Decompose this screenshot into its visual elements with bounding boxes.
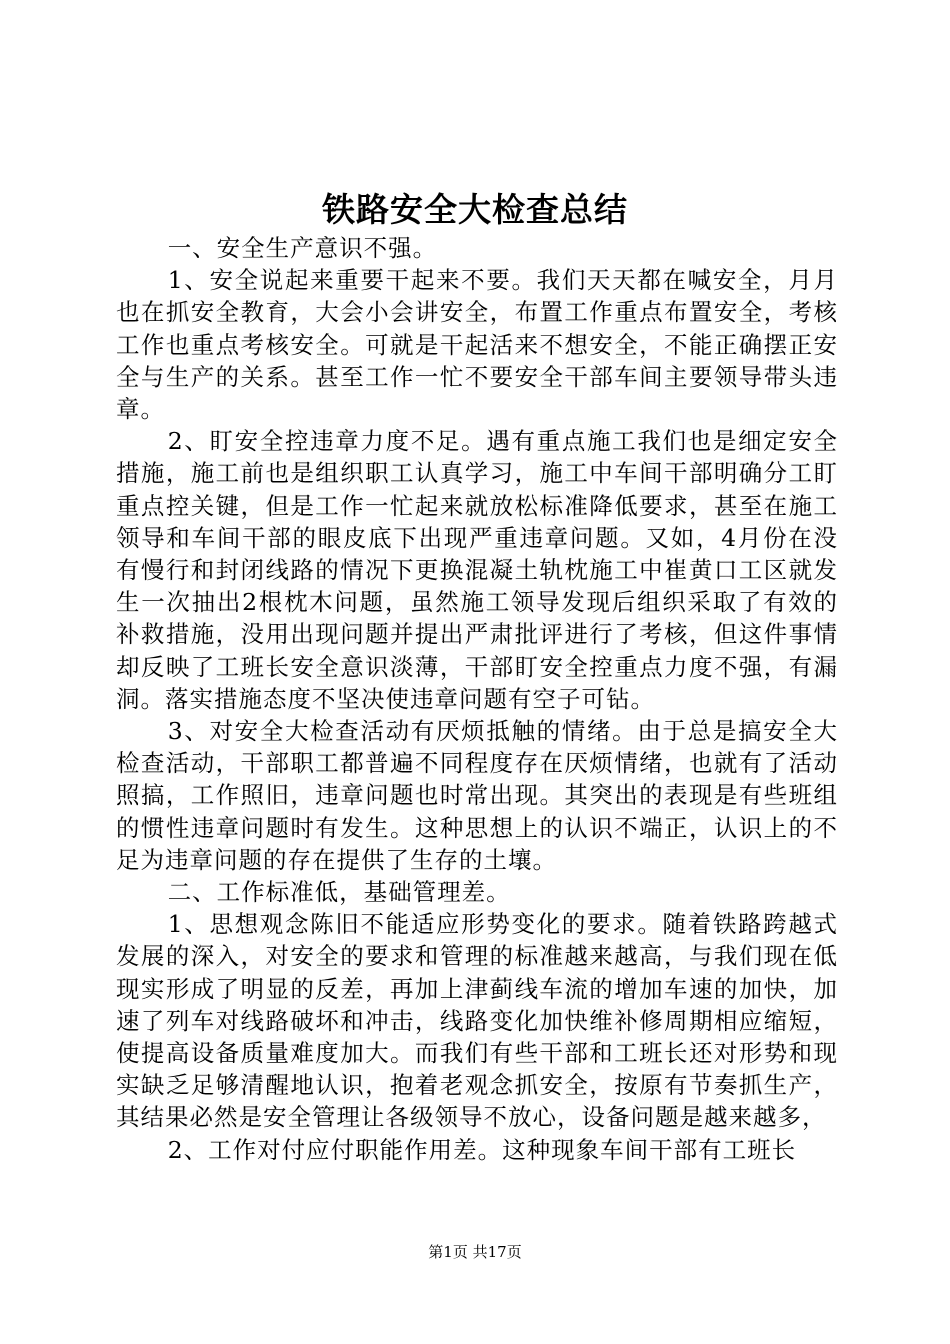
paragraph-section-1-heading: 一、安全生产意识不强。: [167, 234, 438, 262]
paragraph-2-1: 1、思想观念陈旧不能适应形势变化的要求。随着铁路跨越式发展的深入，对安全的要求和管理的标准越来越高，与我们现在低现实形成了明显的反差，再加上津蓟线车流的增加车速的加快，加速了列车对线路破坏和冲击，线路变化加快维补修周期相应缩短，使提高设备质量难度加大。而我们有些干部和工班长还对形势和现实缺乏足够清醒地认识，抱着老观念抓安全，按原有节奏抓生产，其结果必然是安全管理让各级领导不放心，设备问题是越来越多，: [116, 910, 838, 1132]
paragraph-1-2: 2、盯安全控违章力度不足。遇有重点施工我们也是细定安全措施，施工前也是组织职工认真学习，施工中车间干部明确分工盯重点控关键，但是工作一忙起来就放松标准降低要求，甚至在施工领导和车间干部的眼皮底下出现严重违章问题。又如，4月份在没有慢行和封闭线路的情况下更换混凝土轨枕施工中崔黄口工区就发生一次抽出2根枕木问题，虽然施工领导发现后组织采取了有效的补救措施，没用出现问题并提出严肃批评进行了考核，但这件事情却反映了工班长安全意识淡薄，干部盯安全控重点力度不强，有漏洞。落实措施态度不坚决使违章问题有空子可钻。: [116, 427, 838, 713]
document-title: 铁路安全大检查总结: [322, 190, 628, 229]
paragraph-1-1: 1、安全说起来重要干起来不要。我们天天都在喊安全，月月也在抓安全教育，大会小会讲安全，布置工作重点布置安全，考核工作也重点考核安全。可就是干起活来不想安全，不能正确摆正安全与生产的关系。甚至工作一忙不要安全干部车间主要领导带头违章。: [116, 266, 838, 424]
document-body: [116, 232, 838, 1166]
paragraph-1-3: 3、对安全大检查活动有厌烦抵触的情绪。由于总是搞安全大检查活动，干部职工都普遍不同程度存在厌烦情绪，也就有了活动照搞，工作照旧，违章问题也时常出现。其突出的表现是有些班组的惯性违章问题时有发生。这种思想上的认识不端正，认识上的不足为违章问题的存在提供了生存的土壤。: [116, 717, 838, 874]
paragraph-2-2: 2、工作对付应付职能作用差。这种现象车间干部有工班长: [167, 1135, 797, 1164]
page-number-footer: 第1页 共17页: [428, 1243, 522, 1261]
paragraph-section-2-heading: 二、工作标准低，基础管理差。: [167, 878, 511, 907]
